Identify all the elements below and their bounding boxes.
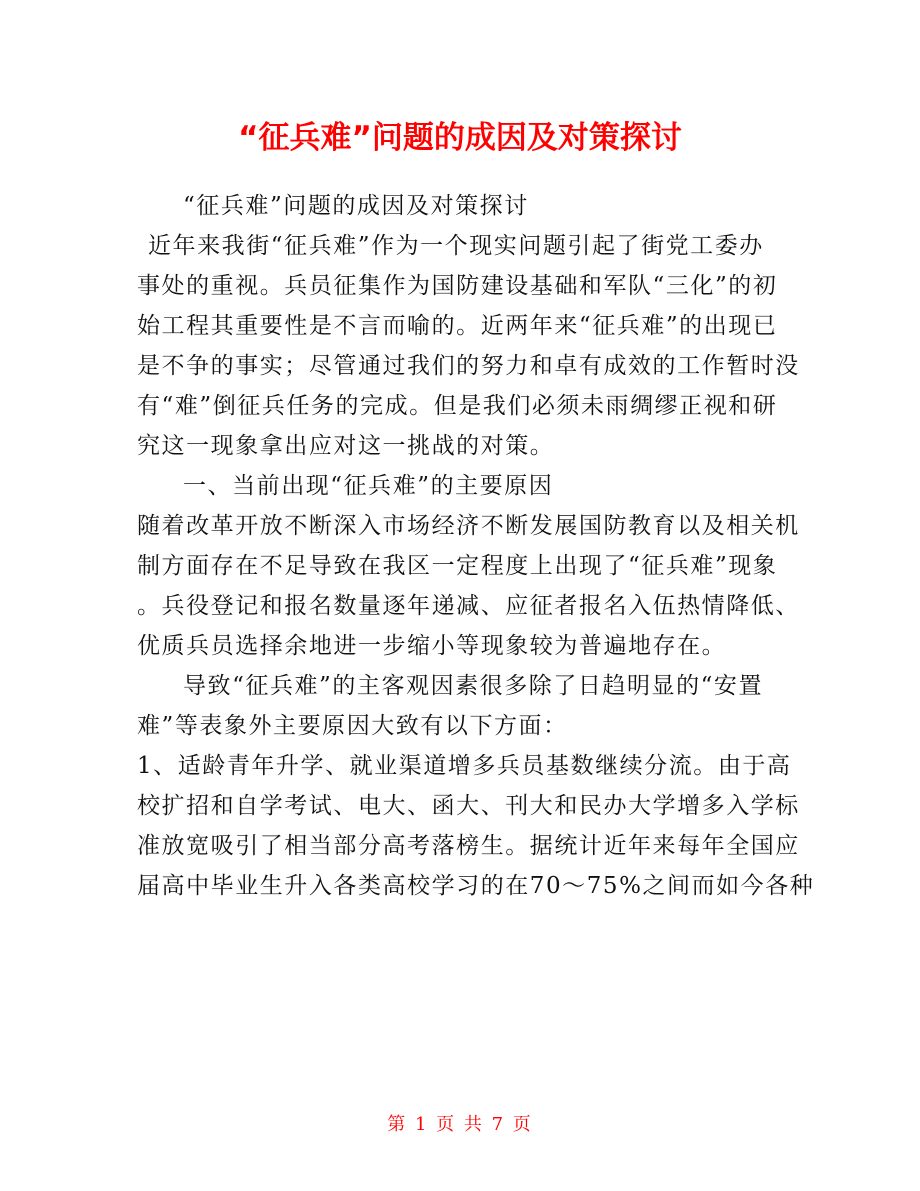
body-line: 优质兵员选择余地进一步缩小等现象较为普遍地存在。	[137, 633, 727, 659]
body-line: 。兵役登记和报名数量逐年递减、应征者报名入伍热情降低、	[137, 593, 800, 619]
body-line-subtitle: “征兵难”问题的成因及对策探讨	[183, 193, 529, 219]
body-line: 准放宽吸引了相当部分高考落榜生。据统计近年来每年全国应	[137, 833, 800, 859]
body-line: 难”等表象外主要原因大致有以下方面：	[137, 713, 568, 739]
body-line: 究这一现象拿出应对这一挑战的对策。	[137, 433, 555, 459]
page-indicator: 第 1 页 共 7 页	[387, 1114, 533, 1135]
body-line: 制方面存在不足导致在我区一定程度上出现了“征兵难”现象	[137, 553, 778, 579]
body-line: 1、适龄青年升学、就业渠道增多兵员基数继续分流。由于高	[137, 753, 792, 779]
document-title: “征兵难”问题的成因及对策探讨	[238, 120, 682, 156]
section-heading: 一、当前出现“征兵难”的主要原因	[183, 473, 554, 499]
body-line: 近年来我街“征兵难”作为一个现实问题引起了街党工委办	[148, 233, 764, 259]
body-line: 有“难”倒征兵任务的完成。但是我们必须未雨绸缪正视和研	[137, 393, 778, 419]
body-line: 事处的重视。兵员征集作为国防建设基础和军队“三化”的初	[137, 273, 778, 299]
body-line: 是不争的事实；尽管通过我们的努力和卓有成效的工作暂时没	[137, 353, 800, 379]
body-line: 始工程其重要性是不言而喻的。近两年来“征兵难”的出现已	[137, 313, 778, 339]
body-line: 届高中毕业生升入各类高校学习的在70～75%之间而如今各种	[137, 873, 815, 899]
body-line: 导致“征兵难”的主客观因素很多除了日趋明显的“安置	[183, 673, 764, 699]
document-body	[137, 186, 815, 906]
body-line: 随着改革开放不断深入市场经济不断发展国防教育以及相关机	[137, 513, 800, 539]
body-line: 校扩招和自学考试、电大、函大、刊大和民办大学增多入学标	[137, 793, 800, 819]
